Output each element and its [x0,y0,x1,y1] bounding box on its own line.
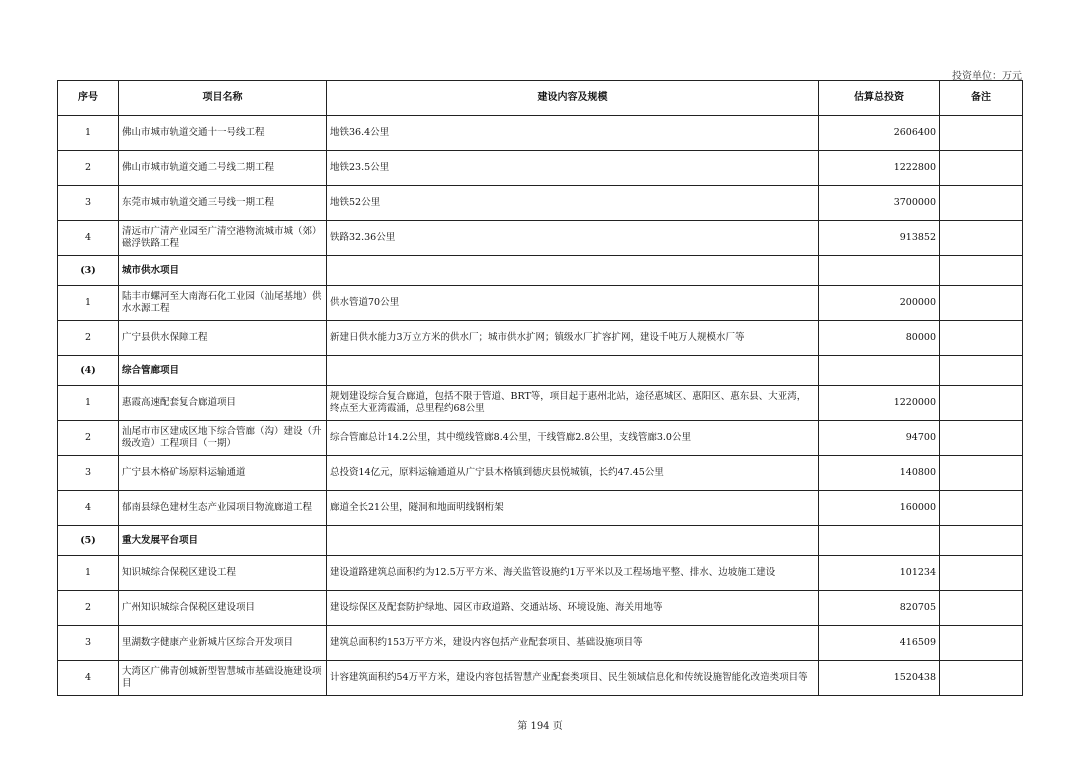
row-project-name: 郁南县绿色建材生态产业园项目物流廊道工程 [119,491,327,526]
row-project-name: 广宁县木格矿场原料运输通道 [119,456,327,491]
row-no: 2 [58,321,119,356]
row-content: 综合管廊总计14.2公里，其中缆线管廊8.4公里，干线管廊2.8公里，支线管廊3.0公里 [327,421,819,456]
row-remark [940,591,1023,626]
row-content: 总投资14亿元，原料运输通道从广宁县木格镇到德庆县悦城镇，长约47.45公里 [327,456,819,491]
row-no: 1 [58,286,119,321]
row-project-name: 清远市广清产业园至广清空港物流城市城（郊）磁浮铁路工程 [119,221,327,256]
row-project-name: 大湾区广佛青创城新型智慧城市基础设施建设项目 [119,661,327,696]
row-content: 铁路32.36公里 [327,221,819,256]
row-content: 计容建筑面积约54万平方米，建设内容包括智慧产业配套类项目、民生领域信息化和传统设施智能化改造类项目等 [327,661,819,696]
row-remark [940,151,1023,186]
section-row [58,356,1023,386]
section-empty-cell [819,356,940,386]
page-footer [0,717,1080,732]
section-title: 重大发展平台项目 [119,526,327,556]
row-remark [940,386,1023,421]
table-row [58,421,1023,456]
table-row [58,661,1023,696]
row-project-name: 知识城综合保税区建设工程 [119,556,327,591]
row-remark [940,286,1023,321]
row-content: 建筑总面积约153万平方米，建设内容包括产业配套项目、基础设施项目等 [327,626,819,661]
table-row [58,221,1023,256]
section-title: 城市供水项目 [119,256,327,286]
row-no: 2 [58,151,119,186]
table-row [58,286,1023,321]
row-remark [940,491,1023,526]
row-project-name: 佛山市城市轨道交通二号线二期工程 [119,151,327,186]
table-row [58,151,1023,186]
row-remark [940,456,1023,491]
row-content: 建设道路建筑总面积约为12.5万平方米、海关监管设施约1万平米以及工程场地平整、排水、边坡施工建设 [327,556,819,591]
row-investment: 160000 [819,491,940,526]
row-investment: 101234 [819,556,940,591]
row-investment: 1520438 [819,661,940,696]
row-project-name: 广宁县供水保障工程 [119,321,327,356]
row-investment: 2606400 [819,116,940,151]
row-investment: 913852 [819,221,940,256]
row-content: 规划建设综合复合廊道，包括不限于管道、BRT等，项目起于惠州北站，途径惠城区、惠阳区、惠东县、大亚湾，终点至大亚湾霞涌，总里程约68公里 [327,386,819,421]
table-row [58,116,1023,151]
row-no: 3 [58,186,119,221]
section-empty-cell [327,356,819,386]
section-empty-cell [327,526,819,556]
table-row [58,321,1023,356]
row-investment: 140800 [819,456,940,491]
row-remark [940,421,1023,456]
row-investment: 1220000 [819,386,940,421]
section-empty-cell [327,256,819,286]
header-no: 序号 [58,81,119,116]
row-content: 廊道全长21公里，隧洞和地面明线钢桁架 [327,491,819,526]
row-remark [940,321,1023,356]
row-project-name: 汕尾市市区建成区地下综合管廊（沟）建设（升级改造）工程项目（一期） [119,421,327,456]
footer-prefix: 第 [517,721,528,732]
row-content: 建设综保区及配套防护绿地、园区市政道路、交通站场、环境设施、海关用地等 [327,591,819,626]
row-remark [940,221,1023,256]
row-investment: 94700 [819,421,940,456]
row-no: 4 [58,661,119,696]
section-no: (4) [58,356,119,386]
row-project-name: 里湖数字健康产业新城片区综合开发项目 [119,626,327,661]
row-no: 3 [58,456,119,491]
footer-suffix: 页 [552,721,563,732]
section-empty-cell [940,526,1023,556]
header-project-name: 项目名称 [119,81,327,116]
row-content: 地铁52公里 [327,186,819,221]
table-row [58,591,1023,626]
row-remark [940,186,1023,221]
section-empty-cell [819,526,940,556]
row-project-name: 东莞市城市轨道交通三号线一期工程 [119,186,327,221]
row-no: 4 [58,491,119,526]
row-investment: 416509 [819,626,940,661]
header-total-investment: 估算总投资 [819,81,940,116]
row-content: 地铁36.4公里 [327,116,819,151]
row-no: 4 [58,221,119,256]
row-remark [940,556,1023,591]
row-no: 2 [58,591,119,626]
table-row [58,186,1023,221]
row-investment: 820705 [819,591,940,626]
table-row [58,456,1023,491]
header-remark: 备注 [940,81,1023,116]
row-remark [940,626,1023,661]
project-table [57,80,1023,696]
row-no: 3 [58,626,119,661]
row-project-name: 佛山市城市轨道交通十一号线工程 [119,116,327,151]
table-header-row [58,81,1023,116]
page-number: 194 [530,721,550,732]
row-investment: 200000 [819,286,940,321]
section-no: (5) [58,526,119,556]
row-no: 1 [58,556,119,591]
header-content-scale: 建设内容及规模 [327,81,819,116]
row-project-name: 广州知识城综合保税区建设项目 [119,591,327,626]
row-investment: 3700000 [819,186,940,221]
row-no: 1 [58,116,119,151]
row-investment: 1222800 [819,151,940,186]
row-content: 新建日供水能力3万立方米的供水厂；城市供水扩网；镇级水厂扩容扩网，建设千吨万人规模水厂等 [327,321,819,356]
table-row [58,386,1023,421]
section-empty-cell [940,356,1023,386]
row-remark [940,661,1023,696]
table-row [58,491,1023,526]
section-no: (3) [58,256,119,286]
row-content: 地铁23.5公里 [327,151,819,186]
section-row [58,526,1023,556]
table-row [58,556,1023,591]
row-no: 2 [58,421,119,456]
row-investment: 80000 [819,321,940,356]
row-no: 1 [58,386,119,421]
section-row [58,256,1023,286]
row-remark [940,116,1023,151]
section-title: 综合管廊项目 [119,356,327,386]
row-content: 供水管道70公里 [327,286,819,321]
row-project-name: 陆丰市螺河至大南海石化工业园（汕尾基地）供水水源工程 [119,286,327,321]
table-row [58,626,1023,661]
section-empty-cell [819,256,940,286]
section-empty-cell [940,256,1023,286]
investment-unit-label: 投资单位：万元 [952,71,1022,82]
row-project-name: 惠霞高速配套复合廊道项目 [119,386,327,421]
